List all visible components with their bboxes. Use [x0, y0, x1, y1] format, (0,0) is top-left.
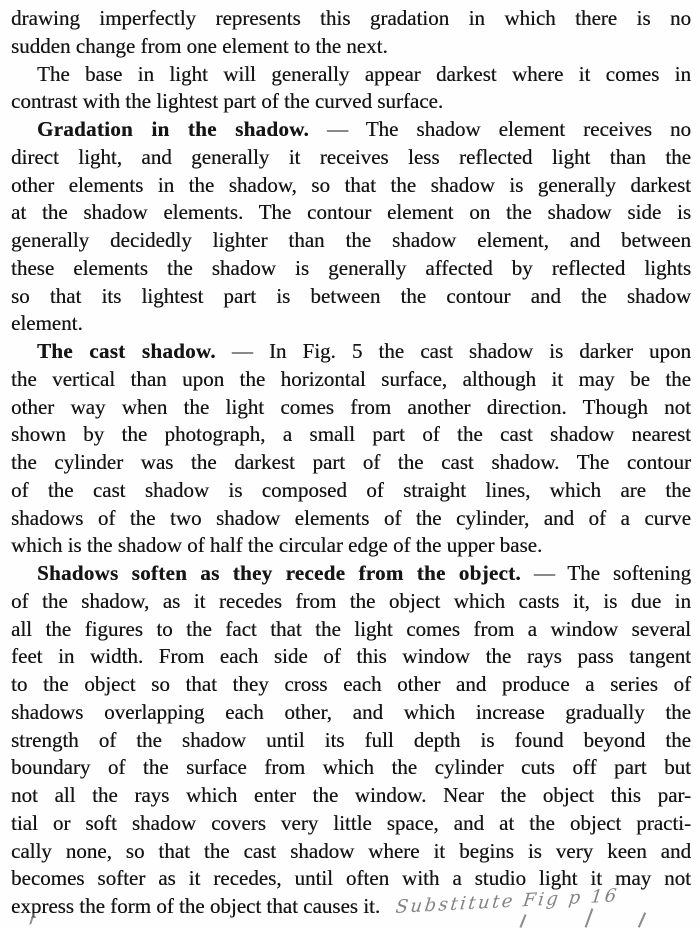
line-text: generally decidedly lighter than the shadow element, and between — [11, 228, 691, 252]
text-line — [11, 477, 691, 505]
text-line — [11, 727, 691, 755]
line-text: of the shadow, as it recedes from the object which casts it, is due in — [11, 588, 691, 613]
line-text: other way when the light comes from another direction. Though not — [11, 394, 691, 419]
text-line — [11, 671, 691, 699]
line-text: tial or soft shadow covers very little space, and at the object practi- — [11, 810, 691, 835]
run-in-heading: Shadows soften as they recede from the object. — [37, 561, 521, 585]
line-text: at the shadow elements. The contour element on the shadow side is — [11, 200, 691, 225]
text-line — [11, 810, 691, 838]
text-line — [11, 394, 691, 422]
line-text: strength of the shadow until its full depth is found beyond the — [11, 727, 691, 752]
text-line — [11, 199, 691, 227]
line-text: shown by the photograph, a small part of the cast shadow nearest — [11, 422, 691, 447]
text-line — [11, 172, 691, 200]
text-line — [11, 88, 691, 116]
line-text: sudden change from one element to the next. — [11, 33, 388, 58]
text-line — [11, 310, 691, 338]
text-line — [11, 144, 691, 172]
text-line — [11, 227, 691, 255]
line-text: other elements in the shadow, so that the shadow is generally darkest — [11, 172, 691, 197]
line-text: drawing imperfectly represents this gradation in which there is no — [11, 6, 691, 30]
line-text: express the form of the object that causes it. — [11, 894, 381, 918]
line-text: all the figures to the fact that the light comes from a window several — [11, 616, 691, 641]
run-in-heading: The cast shadow. — [37, 339, 216, 363]
text-line — [11, 782, 691, 810]
line-text: which is the shadow of half the circular edge of the upper base. — [11, 533, 543, 558]
text-line — [11, 33, 691, 61]
handwritten-annotation: Substitute Fig p 16 — [394, 885, 621, 918]
text-line — [11, 116, 691, 144]
text-line — [11, 560, 691, 588]
text-line — [11, 838, 691, 866]
line-text: of the cast shadow is composed of straight lines, which are the — [11, 477, 691, 502]
text-line — [11, 338, 691, 366]
text-line — [11, 449, 691, 477]
text-line — [11, 532, 691, 560]
line-text: boundary of the surface from which the cylinder cuts off part but — [11, 755, 691, 780]
text-line — [11, 505, 691, 533]
run-in-heading: Gradation in the shadow. — [37, 117, 309, 141]
line-text: these elements the shadow is generally affected by reflected lights — [11, 255, 691, 280]
line-text: — In Fig. 5 the cast shadow is darker upon — [215, 339, 691, 363]
text-line — [11, 616, 691, 644]
text-line — [11, 421, 691, 449]
line-text: shadows of the two shadow elements of the cylinder, and of a curve — [11, 505, 691, 530]
text-line — [11, 5, 691, 33]
line-text: — The softening — [520, 561, 691, 585]
text-line — [11, 61, 691, 89]
text-line — [11, 643, 691, 671]
line-text: to the object so that they cross each other and produce a series of — [11, 672, 691, 696]
text-line — [11, 588, 691, 616]
line-text: the cylinder was the darkest part of the cast shadow. The contour — [11, 450, 691, 474]
text-line — [11, 754, 691, 782]
line-text: direct light, and generally it receives less reflected light than the — [11, 144, 691, 169]
line-text: cally none, so that the cast shadow where it begins is very keen and — [11, 838, 691, 863]
line-text: — The shadow element receives no — [309, 117, 691, 141]
line-text: so that its lightest part is between the contour and the shadow — [11, 283, 691, 308]
line-text: not all the rays which enter the window. Near the object this par- — [11, 783, 691, 807]
text-line — [11, 283, 691, 311]
text-line — [11, 366, 691, 394]
line-text: becomes softer as it recedes, until often with a studio light it may not — [11, 866, 691, 891]
line-text: element. — [11, 311, 83, 336]
line-text: the vertical than upon the horizontal surface, although it may be the — [11, 366, 691, 391]
line-text: feet in width. From each side of this window the rays pass tangent — [11, 644, 691, 669]
line-text: shadows overlapping each other, and which increase gradually the — [11, 699, 691, 724]
text-line — [11, 699, 691, 727]
text-line — [11, 255, 691, 283]
line-text: contrast with the lightest part of the curved surface. — [11, 89, 444, 114]
line-text: The base in light will generally appear darkest where it comes in — [37, 61, 691, 86]
